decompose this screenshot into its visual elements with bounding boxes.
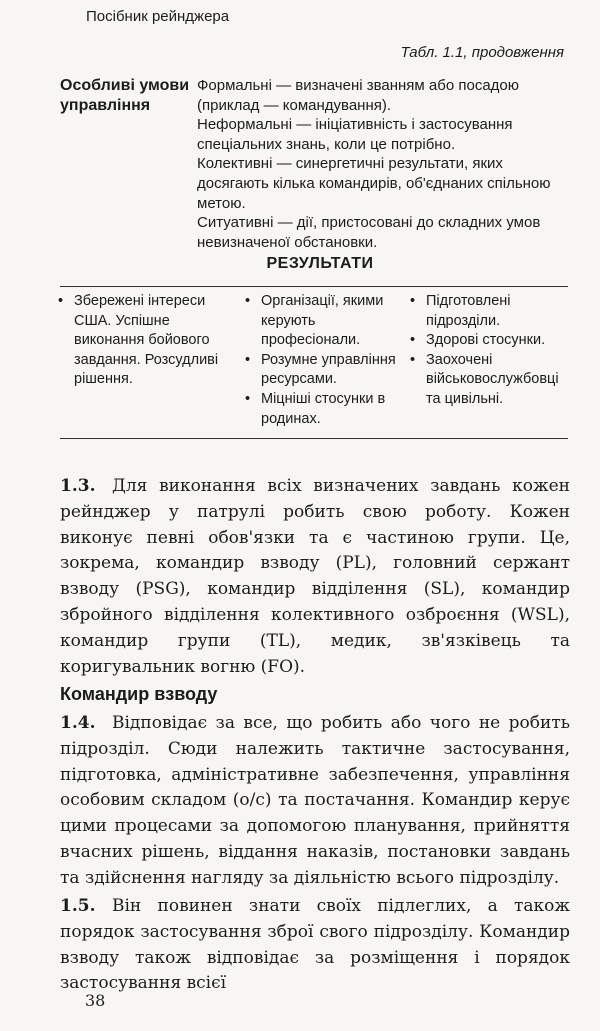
results-column-2 <box>245 292 410 429</box>
result-item: • Міцніші стосунки в родинах. <box>245 390 410 429</box>
running-head: Посібник рейнджера <box>86 8 230 25</box>
paragraph-1-5 <box>60 894 570 997</box>
paragraph-number: 1.5. <box>60 896 96 916</box>
paragraph-1-4 <box>60 711 570 892</box>
result-item: • Заохочені військовослужбовці та цивільні. <box>410 351 570 410</box>
condition-situational: Ситуативні — дії, пристосовані до складних умов невизначеної обстановки. <box>197 214 541 251</box>
section-subheading: Командир взводу <box>60 684 218 704</box>
results-column-3 <box>410 292 570 410</box>
condition-informal: Неформальні — ініціативність і застосування спеціальних знань, коли це потрібно. <box>197 116 513 153</box>
result-item: • Здорові стосунки. <box>410 331 570 351</box>
paragraph-text: Відповідає за все, що робить або чого не робить підрозділ. Сюди належить тактичне застосування, підготовка, адміністративне забезпечення, управління особовим складом (о/с) та постачання. Командир керує цими процесами за допомогою планування, прийняття вчасних рішень, віддання наказів, постановки завдань та здійснення нагляду за діяльністю всього підрозділу. <box>60 713 570 888</box>
result-item: • Підготовлені підрозділи. <box>410 292 570 331</box>
result-item: • Організації, якими керують професіонали. <box>245 292 410 351</box>
results-heading: РЕЗУЛЬТАТИ <box>266 255 374 272</box>
paragraph-number: 1.4. <box>60 713 96 733</box>
paragraph-text: Він повинен знати своїх підлеглих, а також порядок застосування зброї свого підрозділу. Командир взводу також відповідає за розміщення і порядок застосування всієї <box>60 896 570 994</box>
results-column-1 <box>58 292 233 390</box>
paragraph-number: 1.3. <box>60 476 96 496</box>
paragraph-text: Для виконання всіх визначених завдань кожен рейнджер у патрулі робить свою роботу. Кожен виконує певні обов'язки та є частиною групи. Це, зокрема, командир взводу (PL), головний сержант взводу (PSG), командир відділення (SL), командир збройного відділення колективного озброєння (WSL), командир групи (TL), медик, зв'язківець та коригувальник вогню (FO). <box>60 476 570 677</box>
special-conditions-label: Особливі умови управління <box>60 77 190 114</box>
condition-formal: Формальні — визначені званням або посадою (приклад — командування). <box>197 77 520 114</box>
paragraph-1-3 <box>60 474 570 680</box>
result-item: • Збережені інтереси США. Успішне виконання бойового завдання. Розсудливі рішення. <box>58 292 233 390</box>
results-bottom-rule <box>60 438 568 439</box>
table-caption: Табл. 1.1, продовження <box>400 44 564 61</box>
page-number: 38 <box>85 991 106 1010</box>
special-conditions-list <box>197 76 567 252</box>
result-item: • Розумне управління ресурсами. <box>245 351 410 390</box>
results-top-rule <box>60 286 568 287</box>
condition-collective: Колективні — синергетичні результати, яких досягають кілька командирів, об'єднаних спільною метою. <box>197 155 551 212</box>
